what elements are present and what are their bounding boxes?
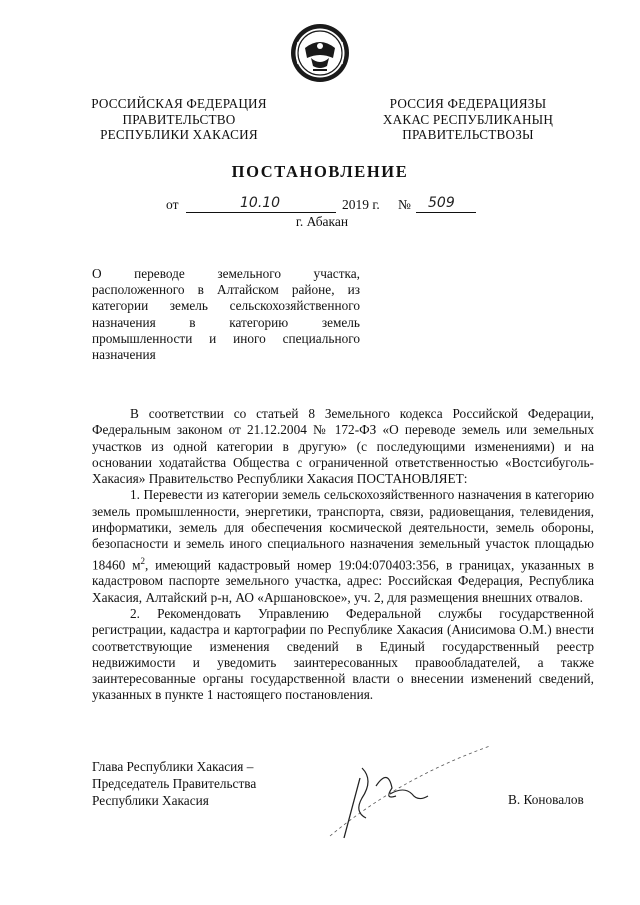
item-1-text-cont: , имеющий кадастровый номер 19:04:070403:356, в границах, указанных в кадастровом паспорте земельного участка, адрес: Российская Федерация, Республика Хакасия, Алтайский р-н, АО «Аршановское», уч. 2, для размещения внешних отвалов. [92, 557, 594, 605]
header-right-kjh [365, 96, 571, 143]
subject-line: назначения [92, 347, 156, 363]
number-sign: № [398, 197, 411, 212]
document-subject [92, 266, 360, 363]
item-1-paragraph [92, 487, 594, 606]
item-1-text: 1. Перевести из категории земель сельскохозяйственного назначения в категорию земель промышленности, энергетики, транспорта, связи, радиовещания, телевидения, информатики, земель для обеспечения космической деятельности, земель обороны, безопасности и земель иного специального назначения земельный участок площадью 18460 м [92, 487, 594, 573]
city-name: г. Абакан [295, 214, 349, 229]
coat-of-arms-icon [289, 22, 351, 84]
header-right-line: ПРАВИТЕЛЬСТВОЗЫ [402, 127, 534, 142]
subject-line: О переводе земельного участка, [92, 266, 360, 281]
signatory-position-line: Глава Республики Хакасия – [92, 759, 254, 774]
header-right-line: ХАКАС РЕСПУБЛИКАНЫҢ [382, 111, 554, 127]
header-left-line: РОССИЙСКАЯ ФЕДЕРАЦИЯ [91, 96, 267, 111]
number-handwritten: 509 [428, 195, 455, 211]
signatory-position-line: Республики Хакасия [92, 793, 209, 808]
handwritten-signature [300, 738, 500, 848]
signatory-position-line: Председатель Правительства [92, 776, 257, 791]
signatory-name: В. Коновалов [508, 792, 584, 807]
header-left-line: ПРАВИТЕЛЬСТВО [122, 111, 236, 127]
item-1-superscript: 2 [140, 555, 145, 566]
subject-line: расположенного в Алтайском районе, из [92, 282, 360, 298]
preamble-paragraph: В соответствии со статьей 8 Земельного кодекса Российской Федерации, Федеральным законом от 21.12.2004 № 172-ФЗ «О переводе земель или земельных участков из одной категории в другую» (с последующими изменениями) и на основании ходатайства Общества с ограниченной ответственностью «Востсибуголь-Хакасия» Правительство Республики Хакасия ПОСТАНОВЛЯЕТ: [92, 406, 594, 487]
subject-line: категории земель сельскохозяйственного [92, 298, 360, 314]
subject-line: назначения в категорию земель [92, 314, 360, 330]
header-left-line: РЕСПУБЛИКИ ХАКАСИЯ [100, 127, 258, 142]
date-year: 2019 г. [342, 197, 380, 212]
header-left-ru [76, 96, 282, 143]
item-2-paragraph: 2. Рекомендовать Управлению Федеральной службы государственной регистрации, кадастра и картографии по Республике Хакасия (Анисимова О.М.) внести соответствующие изменения сведений в Единый государственный реестр недвижимости и уведомить заинтересованных правообладателей, а также заинтересованные органы государственной власти о внесении изменений сведений, указанных в пункте 1 настоящего постановления. [92, 605, 594, 703]
document-body [92, 406, 594, 704]
date-handwritten: 10.10 [240, 195, 281, 211]
signatory-position [92, 758, 292, 809]
document-type-title: ПОСТАНОВЛЕНИЕ [231, 162, 409, 181]
subject-line: промышленности и иного специального [92, 330, 360, 346]
city-line [0, 214, 640, 230]
date-prefix: от [166, 197, 179, 212]
header-right-line: РОССИЯ ФЕДЕРАЦИЯЗЫ [389, 96, 547, 111]
